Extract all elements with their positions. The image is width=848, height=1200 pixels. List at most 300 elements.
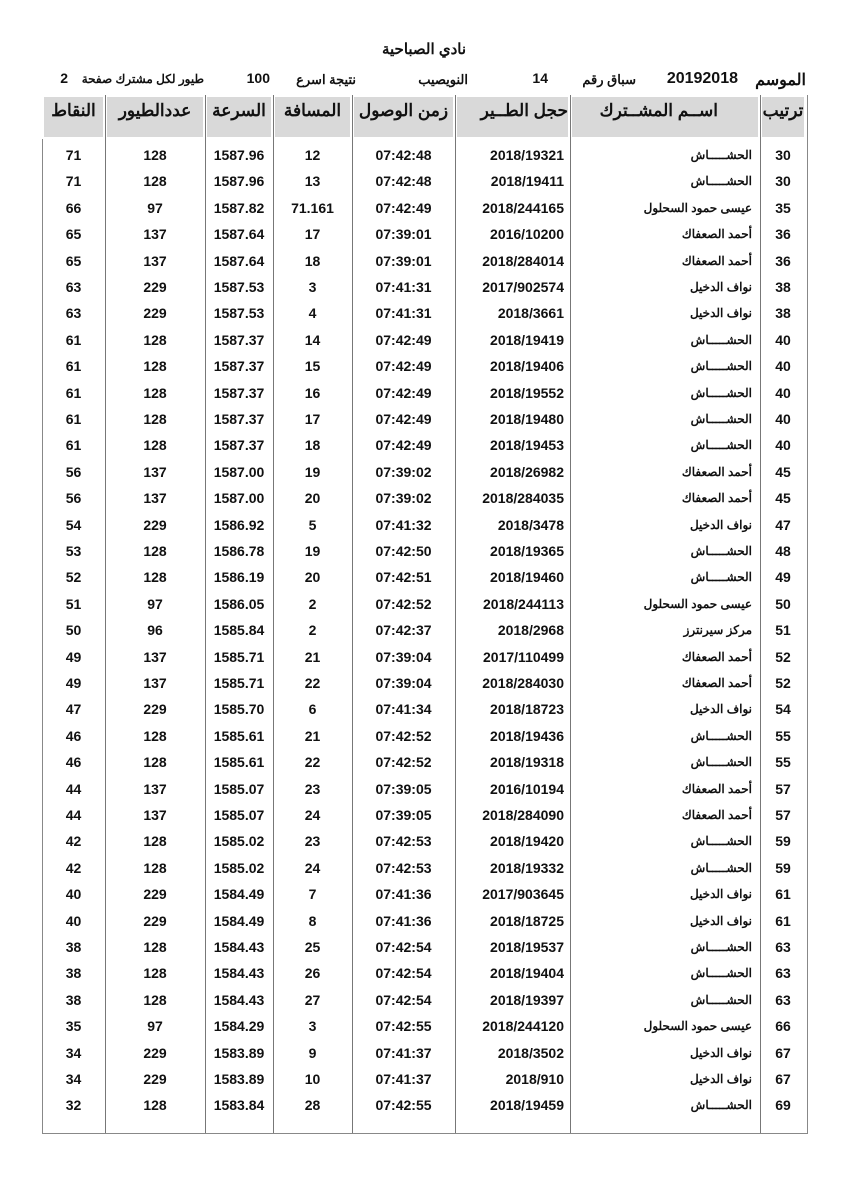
cell-speed: 1584.49 bbox=[213, 886, 265, 903]
cell-dist: 25 bbox=[304, 939, 321, 955]
cell-name: نواف الدخيل bbox=[689, 517, 752, 532]
cell-dist: 15 bbox=[304, 358, 321, 375]
cell-dist: 14 bbox=[304, 331, 321, 348]
table-row bbox=[42, 221, 806, 247]
cell-speed: 1587.37 bbox=[213, 437, 265, 454]
cell-rank: 50 bbox=[775, 595, 791, 612]
cell-points: 34 bbox=[65, 1044, 82, 1061]
cell-time: 07:42:52 bbox=[375, 727, 432, 744]
cell-dist: 24 bbox=[304, 859, 321, 876]
cell-dist: 26 bbox=[304, 965, 321, 982]
cell-ring: 2016/10194 bbox=[490, 780, 564, 797]
cell-points: 46 bbox=[65, 727, 82, 744]
cell-birds: 128 bbox=[143, 411, 167, 427]
cell-dist: 12 bbox=[304, 147, 321, 163]
cell-ring: 2018/244165 bbox=[482, 199, 564, 216]
cell-time: 07:42:51 bbox=[375, 569, 432, 586]
cell-ring: 2018/19332 bbox=[490, 859, 564, 876]
cell-speed: 1587.53 bbox=[213, 305, 265, 322]
cell-dist: 2 bbox=[308, 595, 317, 612]
cell-birds: 137 bbox=[143, 675, 167, 691]
cell-points: 51 bbox=[65, 595, 82, 612]
header-name: اســم المشــترك bbox=[570, 95, 760, 139]
cell-name: أحمد الصعفاك bbox=[681, 676, 752, 690]
cell-name: الحشـــــاش bbox=[690, 148, 752, 162]
cell-rank: 67 bbox=[775, 1044, 791, 1061]
cell-ring: 2018/19318 bbox=[490, 754, 564, 771]
cell-time: 07:41:32 bbox=[375, 516, 432, 533]
cell-ring: 2018/284030 bbox=[482, 675, 564, 691]
table-row bbox=[42, 828, 806, 854]
table-row bbox=[42, 195, 806, 221]
cell-ring: 2018/19453 bbox=[490, 437, 564, 454]
race-number: 14 bbox=[532, 70, 548, 86]
cell-ring: 2018/18725 bbox=[490, 912, 564, 929]
cell-rank: 40 bbox=[775, 437, 791, 454]
table-row bbox=[42, 1092, 806, 1118]
cell-rank: 59 bbox=[775, 833, 791, 850]
cell-rank: 69 bbox=[775, 1097, 791, 1114]
season-label: الموسم bbox=[755, 72, 806, 89]
cell-points: 49 bbox=[65, 675, 82, 691]
cell-dist: 21 bbox=[304, 648, 321, 665]
cell-speed: 1587.96 bbox=[213, 173, 265, 190]
table-row bbox=[42, 723, 806, 749]
cell-time: 07:42:54 bbox=[375, 991, 432, 1008]
cell-ring: 2017/902574 bbox=[482, 279, 564, 295]
cell-rank: 55 bbox=[775, 727, 791, 744]
cell-birds: 128 bbox=[143, 754, 167, 771]
table-row bbox=[42, 802, 806, 828]
cell-time: 07:39:01 bbox=[375, 226, 432, 243]
cell-name: الحشـــــاش bbox=[690, 332, 752, 347]
result-label: نتيجة اسرع bbox=[296, 72, 356, 87]
season-value: 20192018 bbox=[666, 70, 738, 87]
cell-points: 35 bbox=[65, 1018, 82, 1035]
cell-name: نواف الدخيل bbox=[689, 913, 752, 928]
cell-birds: 137 bbox=[143, 252, 167, 269]
cell-time: 07:42:54 bbox=[375, 939, 432, 955]
cell-birds: 128 bbox=[143, 331, 167, 348]
cell-time: 07:42:37 bbox=[375, 622, 432, 639]
header-time: زمن الوصول bbox=[352, 95, 455, 139]
cell-points: 34 bbox=[65, 1071, 82, 1087]
cell-rank: 38 bbox=[775, 279, 791, 295]
cell-ring: 2016/10200 bbox=[490, 226, 564, 243]
table-row bbox=[42, 485, 806, 511]
cell-ring: 2018/19397 bbox=[490, 991, 564, 1008]
table-row bbox=[42, 512, 806, 538]
cell-ring: 2018/26982 bbox=[490, 463, 564, 480]
cell-ring: 2018/19460 bbox=[490, 569, 564, 586]
cell-rank: 45 bbox=[775, 490, 791, 507]
cell-name: أحمد الصعفاك bbox=[681, 227, 752, 242]
cell-ring: 2018/284090 bbox=[482, 807, 564, 823]
cell-speed: 1585.07 bbox=[213, 780, 265, 797]
header-ring: حجل الطــير bbox=[455, 95, 570, 139]
cell-speed: 1585.84 bbox=[213, 622, 265, 639]
bird-count: 100 bbox=[246, 70, 270, 86]
cell-name: الحشـــــاش bbox=[690, 359, 752, 374]
cell-points: 38 bbox=[65, 991, 82, 1008]
cell-time: 07:42:49 bbox=[375, 331, 432, 348]
cell-speed: 1586.05 bbox=[213, 595, 265, 612]
cell-rank: 47 bbox=[775, 516, 791, 533]
cell-name: أحمد الصعفاك bbox=[681, 491, 752, 506]
table-row bbox=[42, 670, 806, 696]
cell-points: 71 bbox=[65, 147, 82, 163]
cell-birds: 229 bbox=[143, 1044, 167, 1061]
cell-time: 07:42:48 bbox=[375, 147, 432, 163]
cell-dist: 17 bbox=[304, 411, 321, 427]
cell-speed: 1587.82 bbox=[213, 199, 265, 216]
cell-dist: 4 bbox=[308, 305, 317, 322]
cell-points: 61 bbox=[65, 437, 82, 454]
cell-ring: 2018/3502 bbox=[497, 1044, 564, 1061]
table-row bbox=[42, 1066, 806, 1092]
cell-dist: 23 bbox=[304, 833, 321, 850]
cell-time: 07:42:53 bbox=[375, 859, 432, 876]
cell-rank: 67 bbox=[775, 1071, 791, 1087]
cell-ring: 2018/19537 bbox=[490, 939, 564, 955]
cell-rank: 59 bbox=[775, 859, 791, 876]
cell-ring: 2018/244113 bbox=[483, 595, 564, 612]
cell-rank: 30 bbox=[775, 173, 791, 190]
cell-ring: 2018/19419 bbox=[490, 331, 564, 348]
cell-speed: 1586.19 bbox=[213, 569, 265, 586]
cell-dist: 6 bbox=[308, 701, 317, 718]
cell-speed: 1583.84 bbox=[213, 1097, 265, 1114]
cell-speed: 1584.29 bbox=[213, 1018, 265, 1035]
table-row bbox=[42, 168, 806, 194]
cell-points: 42 bbox=[65, 859, 82, 876]
cell-speed: 1587.37 bbox=[213, 384, 265, 401]
cell-points: 61 bbox=[65, 384, 82, 401]
per-participant-label: طيور لكل مشترك صفحة bbox=[81, 72, 204, 86]
cell-time: 07:42:55 bbox=[375, 1097, 432, 1114]
cell-time: 07:42:52 bbox=[375, 754, 432, 771]
table-row bbox=[42, 776, 806, 802]
cell-speed: 1587.64 bbox=[213, 226, 265, 243]
cell-birds: 97 bbox=[147, 199, 163, 216]
cell-time: 07:39:01 bbox=[375, 252, 432, 269]
cell-points: 65 bbox=[65, 252, 82, 269]
cell-rank: 61 bbox=[775, 912, 791, 929]
cell-points: 61 bbox=[65, 411, 82, 427]
cell-birds: 229 bbox=[143, 1071, 167, 1087]
cell-rank: 30 bbox=[775, 147, 791, 163]
cell-name: الحشـــــاش bbox=[690, 1098, 752, 1113]
cell-name: الحشـــــاش bbox=[690, 174, 752, 189]
cell-time: 07:39:04 bbox=[375, 675, 432, 691]
cell-ring: 2018/19411 bbox=[490, 173, 564, 190]
cell-birds: 128 bbox=[143, 437, 167, 454]
cell-dist: 18 bbox=[304, 252, 321, 269]
cell-rank: 40 bbox=[775, 411, 791, 427]
cell-birds: 128 bbox=[143, 358, 167, 375]
cell-speed: 1586.92 bbox=[213, 516, 265, 533]
cell-speed: 1584.43 bbox=[213, 991, 265, 1008]
cell-time: 07:41:37 bbox=[375, 1044, 432, 1061]
cell-points: 40 bbox=[65, 886, 82, 903]
header-dist: المسافة bbox=[273, 95, 352, 139]
cell-points: 53 bbox=[65, 543, 82, 559]
cell-speed: 1587.37 bbox=[213, 358, 265, 375]
cell-name: مركز سيرنترز bbox=[683, 623, 752, 638]
header-birds: عددالطيور bbox=[105, 95, 205, 139]
race-label: سباق رقم bbox=[582, 72, 636, 87]
cell-points: 56 bbox=[65, 463, 82, 480]
cell-speed: 1585.71 bbox=[213, 675, 265, 691]
cell-points: 52 bbox=[65, 569, 82, 586]
cell-time: 07:42:49 bbox=[375, 384, 432, 401]
cell-dist: 28 bbox=[304, 1097, 321, 1114]
cell-birds: 137 bbox=[143, 648, 167, 665]
cell-speed: 1584.49 bbox=[213, 912, 265, 929]
header-points: النقاط bbox=[42, 95, 105, 139]
cell-speed: 1587.00 bbox=[213, 490, 265, 507]
cell-ring: 2018/244120 bbox=[482, 1018, 564, 1035]
cell-time: 07:42:49 bbox=[375, 437, 432, 454]
cell-points: 44 bbox=[65, 780, 82, 797]
cell-birds: 229 bbox=[143, 701, 167, 718]
cell-time: 07:39:02 bbox=[375, 490, 432, 507]
cell-name: نواف الدخيل bbox=[689, 887, 752, 902]
cell-name: أحمد الصعفاك bbox=[681, 253, 752, 268]
cell-name: الحشـــــاش bbox=[690, 966, 752, 981]
cell-ring: 2017/110499 bbox=[483, 648, 564, 665]
cell-points: 71 bbox=[65, 173, 82, 190]
cell-rank: 52 bbox=[775, 648, 791, 665]
cell-points: 38 bbox=[65, 939, 82, 955]
cell-ring: 2017/903645 bbox=[482, 886, 564, 903]
table-row bbox=[42, 908, 806, 934]
race-location: النويصيب bbox=[418, 72, 468, 87]
cell-birds: 128 bbox=[143, 1097, 167, 1114]
cell-rank: 63 bbox=[775, 939, 791, 955]
cell-ring: 2018/3661 bbox=[497, 305, 564, 322]
table-row bbox=[42, 300, 806, 326]
cell-speed: 1585.02 bbox=[213, 859, 265, 876]
cell-time: 07:42:53 bbox=[375, 833, 432, 850]
cell-birds: 128 bbox=[143, 543, 167, 559]
cell-time: 07:42:54 bbox=[375, 965, 432, 982]
cell-dist: 19 bbox=[304, 543, 321, 559]
cell-name: الحشـــــاش bbox=[690, 570, 752, 585]
cell-speed: 1585.61 bbox=[213, 754, 265, 771]
cell-time: 07:42:49 bbox=[375, 358, 432, 375]
cell-time: 07:42:55 bbox=[375, 1018, 432, 1035]
cell-time: 07:39:05 bbox=[375, 807, 432, 823]
cell-birds: 137 bbox=[143, 490, 167, 507]
cell-time: 07:41:31 bbox=[375, 279, 432, 295]
cell-speed: 1587.96 bbox=[213, 147, 265, 163]
cell-time: 07:39:05 bbox=[375, 780, 432, 797]
cell-name: أحمد الصعفاك bbox=[681, 464, 752, 479]
cell-name: نواف الدخيل bbox=[689, 280, 752, 294]
cell-time: 07:41:34 bbox=[375, 701, 432, 718]
cell-speed: 1583.89 bbox=[213, 1071, 265, 1087]
table-row bbox=[42, 855, 806, 881]
table-row bbox=[42, 960, 806, 986]
cell-dist: 10 bbox=[304, 1071, 321, 1087]
cell-dist: 2 bbox=[308, 622, 317, 639]
cell-time: 07:39:04 bbox=[375, 648, 432, 665]
cell-dist: 13 bbox=[304, 173, 321, 190]
cell-birds: 128 bbox=[143, 384, 167, 401]
cell-birds: 96 bbox=[147, 622, 163, 639]
table-row bbox=[42, 432, 806, 458]
cell-points: 61 bbox=[65, 358, 82, 375]
table-row bbox=[42, 327, 806, 353]
cell-birds: 128 bbox=[143, 833, 167, 850]
table-row bbox=[42, 617, 806, 643]
table-row bbox=[42, 380, 806, 406]
table-row bbox=[42, 248, 806, 274]
cell-birds: 137 bbox=[143, 780, 167, 797]
cell-speed: 1585.02 bbox=[213, 833, 265, 850]
cell-birds: 128 bbox=[143, 727, 167, 744]
cell-name: الحشـــــاش bbox=[690, 755, 752, 770]
cell-points: 44 bbox=[65, 807, 82, 823]
cell-dist: 3 bbox=[308, 279, 317, 295]
cell-points: 47 bbox=[65, 701, 82, 718]
cell-dist: 20 bbox=[304, 569, 321, 586]
cell-birds: 137 bbox=[143, 463, 167, 480]
cell-name: عيسى حمود السحلول bbox=[643, 596, 752, 611]
cell-rank: 48 bbox=[775, 543, 791, 559]
cell-birds: 229 bbox=[143, 886, 167, 903]
cell-time: 07:41:37 bbox=[375, 1071, 432, 1087]
header-rank: ترتيب bbox=[760, 95, 806, 139]
cell-name: الحشـــــاش bbox=[690, 860, 752, 875]
table-row bbox=[42, 142, 806, 168]
cell-time: 07:41:36 bbox=[375, 886, 432, 903]
cell-dist: 9 bbox=[308, 1044, 317, 1061]
club-title: نادي الصباحية bbox=[381, 41, 467, 58]
cell-birds: 97 bbox=[147, 1018, 163, 1035]
cell-rank: 40 bbox=[775, 331, 791, 348]
cell-ring: 2018/910 bbox=[505, 1071, 564, 1087]
cell-ring: 2018/19480 bbox=[490, 411, 564, 427]
cell-birds: 128 bbox=[143, 991, 167, 1008]
cell-name: الحشـــــاش bbox=[690, 438, 752, 453]
cell-name: الحشـــــاش bbox=[690, 940, 752, 954]
cell-speed: 1587.37 bbox=[213, 331, 265, 348]
cell-time: 07:41:31 bbox=[375, 305, 432, 322]
cell-points: 54 bbox=[65, 516, 82, 533]
cell-dist: 22 bbox=[304, 754, 321, 771]
cell-dist: 22 bbox=[304, 675, 321, 691]
table-row bbox=[42, 881, 806, 907]
table-row bbox=[42, 987, 806, 1013]
cell-speed: 1587.53 bbox=[213, 279, 265, 295]
table-row bbox=[42, 591, 806, 617]
cell-time: 07:41:36 bbox=[375, 912, 432, 929]
cell-time: 07:42:50 bbox=[375, 543, 432, 559]
header-speed: السرعة bbox=[205, 95, 273, 139]
cell-dist: 16 bbox=[304, 384, 321, 401]
cell-name: نواف الدخيل bbox=[689, 306, 752, 321]
cell-points: 49 bbox=[65, 648, 82, 665]
cell-birds: 137 bbox=[143, 226, 167, 243]
cell-rank: 51 bbox=[775, 622, 791, 639]
cell-rank: 57 bbox=[775, 780, 791, 797]
cell-ring: 2018/19420 bbox=[490, 833, 564, 850]
cell-dist: 23 bbox=[304, 780, 321, 797]
cell-speed: 1585.70 bbox=[213, 701, 265, 718]
cell-rank: 63 bbox=[775, 965, 791, 982]
cell-rank: 55 bbox=[775, 754, 791, 771]
cell-points: 61 bbox=[65, 331, 82, 348]
cell-points: 56 bbox=[65, 490, 82, 507]
cell-rank: 36 bbox=[775, 226, 791, 243]
cell-name: الحشـــــاش bbox=[690, 544, 752, 558]
cell-birds: 97 bbox=[147, 595, 163, 612]
cell-speed: 1584.43 bbox=[213, 939, 265, 955]
cell-name: الحشـــــاش bbox=[690, 385, 752, 400]
cell-points: 32 bbox=[65, 1097, 82, 1114]
cell-speed: 1587.00 bbox=[213, 463, 265, 480]
cell-name: نواف الدخيل bbox=[689, 702, 752, 717]
cell-dist: 5 bbox=[308, 516, 317, 533]
cell-birds: 128 bbox=[143, 173, 167, 190]
cell-rank: 61 bbox=[775, 886, 791, 903]
cell-dist: 24 bbox=[304, 807, 321, 823]
cell-birds: 229 bbox=[143, 305, 167, 322]
cell-rank: 40 bbox=[775, 384, 791, 401]
cell-name: الحشـــــاش bbox=[690, 412, 752, 426]
cell-dist: 27 bbox=[304, 991, 321, 1008]
cell-rank: 45 bbox=[775, 463, 791, 480]
cell-name: نواف الدخيل bbox=[689, 1045, 752, 1060]
cell-dist: 3 bbox=[308, 1018, 317, 1035]
cell-speed: 1587.64 bbox=[213, 252, 265, 269]
cell-rank: 66 bbox=[775, 1018, 791, 1035]
cell-birds: 229 bbox=[143, 279, 167, 295]
cell-birds: 229 bbox=[143, 912, 167, 929]
cell-name: أحمد الصعفاك bbox=[681, 781, 752, 796]
cell-speed: 1585.07 bbox=[213, 807, 265, 823]
cell-rank: 57 bbox=[775, 807, 791, 823]
cell-speed: 1586.78 bbox=[213, 543, 265, 559]
cell-birds: 128 bbox=[143, 965, 167, 982]
cell-speed: 1584.43 bbox=[213, 965, 265, 982]
table-row bbox=[42, 406, 806, 432]
cell-name: نواف الدخيل bbox=[689, 1072, 752, 1086]
cell-speed: 1583.89 bbox=[213, 1044, 265, 1061]
cell-ring: 2018/3478 bbox=[497, 516, 564, 533]
cell-birds: 128 bbox=[143, 569, 167, 586]
cell-name: أحمد الصعفاك bbox=[681, 649, 752, 664]
cell-points: 38 bbox=[65, 965, 82, 982]
cell-birds: 137 bbox=[143, 807, 167, 823]
cell-ring: 2018/19459 bbox=[490, 1097, 564, 1114]
cell-ring: 2018/284035 bbox=[482, 490, 564, 507]
cell-name: أحمد الصعفاك bbox=[681, 808, 752, 822]
cell-ring: 2018/19404 bbox=[490, 965, 564, 982]
cell-name: الحشـــــاش bbox=[690, 728, 752, 743]
cell-points: 46 bbox=[65, 754, 82, 771]
cell-dist: 20 bbox=[304, 490, 321, 507]
cell-ring: 2018/19406 bbox=[490, 358, 564, 375]
cell-birds: 128 bbox=[143, 939, 167, 955]
cell-ring: 2018/18723 bbox=[490, 701, 564, 718]
cell-points: 63 bbox=[65, 279, 82, 295]
cell-ring: 2018/19365 bbox=[490, 543, 564, 559]
cell-points: 65 bbox=[65, 226, 82, 243]
cell-ring: 2018/19436 bbox=[490, 727, 564, 744]
